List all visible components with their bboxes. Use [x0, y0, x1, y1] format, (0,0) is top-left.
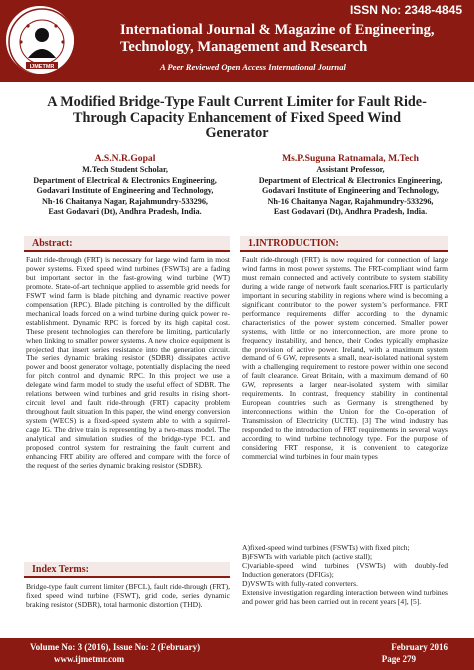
author-1-address: Nh-16 Chaitanya Nagar, Rajahmundry-533296,: [42, 196, 208, 206]
list-item: A)fixed-speed wind turbines (FSWTs) with fixed pitch;: [242, 543, 410, 552]
issn-number: ISSN No: 2348-4845: [349, 3, 462, 17]
introduction-text: Fault ride-through (FRT) is now required for connection of large wind farms in most power systems. The FRT-compliant wind farm must remain connected and actively contribute to system stability during a wide range of network fault scenarios.FRT is particularly important in securing stability in regions where wind is becoming a significant contributor to the power system’s performance. FRT performance requirements differ according to the dynamic characteristics of the power system concerned. Smaller power systems, with little or no interconnection, are more prone to frequency instability, and hence, their Codes typically emphasize the provision of active power. Ireland, with a maximum system demand of 6 GW, represents a small, near-isolated national system with a challenging requirement to restore power within one second of fault clearance. Great Britain, with a maximum demand of 60 GW, represents a larger near-isolated system with similar requirements. In contrast, frequency stability in continental European countries such as Germany is strengthened by interconnections within the Union for the Co-operation of Transmission of Electricity (UCTE). [3] The wind industry has responded to the introduction of FRT requirements in several ways according to wind turbine technology type. For the purpose of considering FRT response, it is convenient to categorize commercial wind turbines in four main types: [242, 255, 448, 461]
introduction-heading: 1.INTRODUCTION:: [240, 236, 448, 252]
journal-logo: [4, 4, 76, 76]
journal-website-link[interactable]: www.ijmetmr.com: [54, 654, 125, 664]
journal-banner: [0, 0, 474, 82]
author-1-dept: Department of Electrical & Electronics Engineering,: [33, 175, 217, 185]
list-item: D)VSWTs with fully-rated converters.: [242, 578, 358, 588]
volume-issue: Volume No: 3 (2016), Issue No: 2 (February): [30, 642, 201, 652]
author-2-district: East Godavari (Dt), Andhra Pradesh, India.: [273, 207, 428, 217]
author-2-college: Godavari Institute of Engineering and Technology,: [262, 186, 439, 196]
author-2-dept: Department of Electrical & Electronics Engineering,: [258, 175, 443, 185]
author-2-address: Nh-16 Chaitanya Nagar, Rajahmundry-533296,: [267, 196, 434, 206]
introduction-list: [242, 544, 448, 607]
author-2-name: Ms.P.Suguna Ratnamala, M.Tech: [282, 153, 419, 164]
author-1-role: M.Tech Student Scholar,: [82, 165, 168, 175]
index-terms-text: Bridge-type fault current limiter (BFCL), fault ride-through (FRT), fixed speed wind turbine (FSWT), grid code, series dynamic braking resistor (SDBR), total harmonic distortion (THD).: [26, 582, 230, 609]
author-1: [20, 154, 230, 217]
abstract-text: Fault ride-through (FRT) is necessary for large wind farm in most power systems. Fixed speed wind turbines (FSWTs) are a fading but important sector in the fast-growing wind turbine (WT) promote. State-of-art technique applied to assemble grid needs for FSWT wind farm is blade pitching and dynamic reactive power compensation (RPC). Blade pitching is controlled by the difficult mechanical loads forced on a wind turbine during quick power re-establishment. Dynamic RPC is forced by its high capital cost. These present technologies can therefore be limiting, particularly when linking to smaller power systems. A new choice equipment is projected that insert series resistance into the generation circuit. The series dynamic braking resistor (SDBR) dissipates active power and boost generator voltage, potentially displacing the need for pitch control and dynamic RPC. In this project we use a delegate wind farm model to study the useful effect of SDBR. The relations between wind turbines and grid results in rising short-circuit level and fault ride-through (FRT) capacity problem throughout fault situation In this paper, the wind energy conversion system (WECS) is a fixed-speed system able to with a squirrel-cage IG. The drive train is representing by a two-mass model. The analytical and simulation studies of the bridge-type FCL and proposed control system for restraining the fault current and enhancing FRT ability are offered and compare with the force of the request of the series dynamic braking resistor (SDBR).: [26, 255, 230, 470]
list-item: C)variable-speed wind turbines (VSWTs) with doubly-fed Induction generators (DFIGs);: [242, 560, 448, 579]
abstract-heading: Abstract:: [24, 236, 230, 252]
list-item: Extensive investigation regarding interaction between wind turbines and power grid has been carried out in recent years [4], [5].: [242, 587, 448, 606]
author-1-college: Godavari Institute of Engineering and Technology,: [36, 186, 214, 196]
journal-tagline: A Peer Reviewed Open Access International Journal: [160, 62, 346, 72]
journal-logo-icon: [6, 6, 76, 76]
page-number: Page 279: [381, 654, 416, 664]
author-2: [243, 154, 458, 217]
index-terms-heading: Index Terms:: [24, 562, 230, 578]
author-2-role: Assistant Professor,: [316, 165, 385, 175]
author-1-district: East Godavari (Dt), Andhra Pradesh, India.: [48, 207, 202, 217]
paper-title: A Modified Bridge-Type Fault Current Limiter for Fault Ride-Through Capacity Enhancement of Fixed Speed Wind Generator: [47, 94, 427, 142]
issue-date: February 2016: [391, 642, 448, 652]
journal-name: International Journal & Magazine of Engineering, Technology, Management and Research: [120, 22, 435, 55]
list-item: B)FSWTs with variable pitch (active stall);: [242, 551, 373, 561]
journal-footer: [0, 638, 474, 670]
svg-text:IJMETMR: IJMETMR: [29, 64, 55, 70]
author-1-name: A.S.N.R.Gopal: [94, 153, 156, 164]
